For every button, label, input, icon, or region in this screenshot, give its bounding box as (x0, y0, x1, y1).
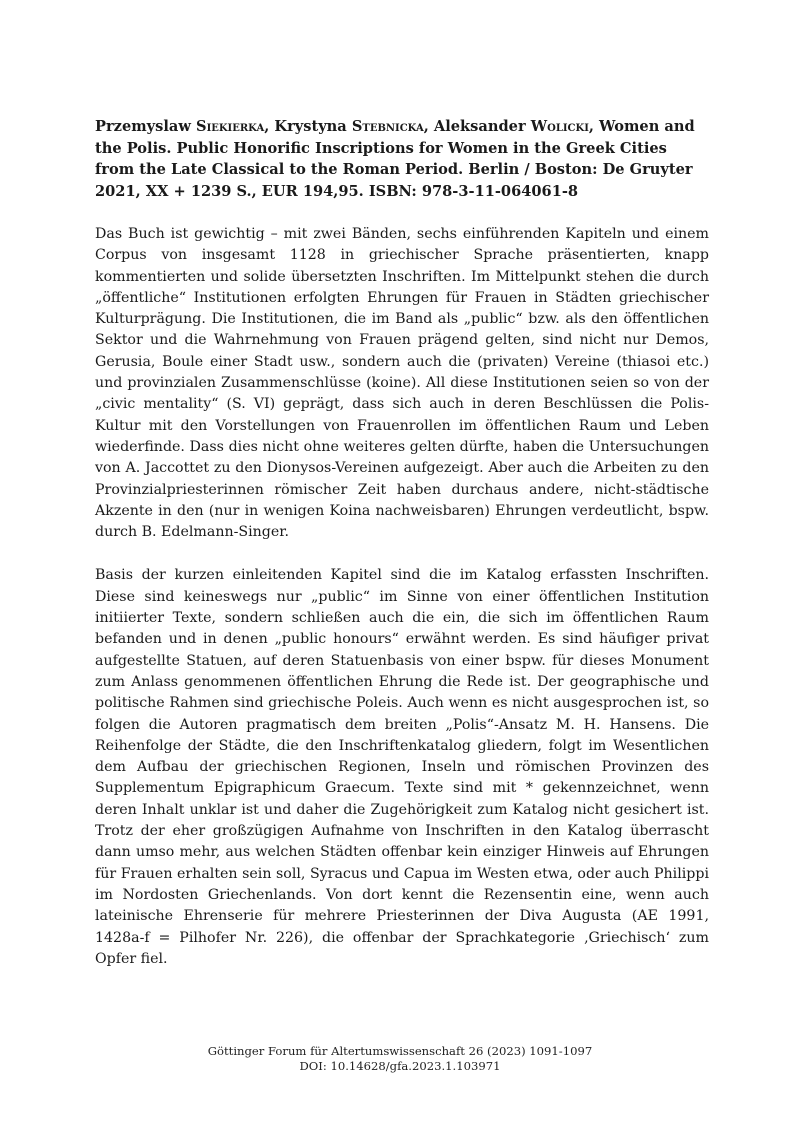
author-first-name: Przemyslaw (95, 118, 191, 135)
paragraph: Basis der kurzen einleitenden Kapitel sind die im Katalog erfassten Inschriften. Diese sind keineswegs nur „public“ im Sinne von einer öffentlichen Institution initiierter Texte, sondern schließen auch die ein, die sich im öffentlichen Raum befanden und in denen „public honours“ erwähnt werden. Es sind häufiger privat aufgestellte Statuen, auf deren Statuenbasis von einer bspw. für dieses Monument zum Anlass genommenen öffentlichen Ehrung die Rede ist. Der geographische und politische Rahmen sind griechische Poleis. Auch wenn es nicht ausgesprochen ist, so folgen die Autoren pragmatisch dem breiten „Polis“-Ansatz M. H. Hansens. Die Reihenfolge der Städte, die den Inschriftenkatalog gliedern, folgt im Wesentlichen dem Aufbau der griechischen Regionen, Inseln und römischen Provinzen des Supplementum Epigraphicum Graecum. Texte sind mit * gekennzeichnet, wenn deren Inhalt unklar ist und daher die Zugehörigkeit zum Katalog nicht gesichert ist. Trotz der eher großzügigen Aufnahme von Inschriften in den Katalog überrascht dann umso mehr, aus welchen Städten offenbar kein einziger Hinweis auf Ehrungen für Frauen erhalten sein soll, Syracus und Capua im Westen etwa, oder auch Philippi im Nordosten Griechenlands. Von dort kennt die Rezensentin eine, wenn auch lateinische Ehrenserie für mehrere Priesterinnen der Diva Augusta (AE 1991, 1428a-f = Pilhofer Nr. 226), die offenbar der Sprachkategorie ‚Griechisch‘ zum Opfer fiel. (95, 567, 709, 967)
author-last-name: Stebnicka (351, 118, 424, 135)
author-first-name: Aleksander (433, 118, 526, 135)
book-citation: Women and the Polis. Public Honorific Inscriptions for Women in the Greek Cities from the Late Classical to the Roman Period. Berlin / Boston: De Gruyter 2021, XX + 1239 S., EUR 194,95. ISBN: 978-3-11-064061-8 (95, 118, 695, 200)
doi: DOI: 10.14628/gfa.2023.1.103971 (299, 1058, 501, 1073)
review-page (95, 116, 709, 992)
author-first-name: Krystyna (274, 118, 347, 135)
author-last-name: Siekierka (196, 118, 265, 135)
author-last-name: Wolicki (530, 118, 589, 135)
journal-citation: Göttinger Forum für Altertumswissenschaft 26 (2023) 1091-1097 (207, 1044, 593, 1058)
review-body (95, 224, 709, 970)
paragraph: Das Buch ist gewichtig – mit zwei Bänden, sechs einführenden Kapiteln und einem Corpus von insgesamt 1128 in griechischer Sprache präsentierten, knapp kommentierten und solide übersetzten Inschriften. Im Mittelpunkt stehen die durch „öffentliche“ Institutionen erfolgten Ehrungen für Frauen in Städten griechischer Kulturprägung. Die Institutionen, die im Band als „public“ bzw. als den öffentlichen Sektor und die Wahrnehmung von Frauen prägend gelten, sind nicht nur Demos, Gerusia, Boule einer Stadt usw., sondern auch die (privaten) Vereine (thiasoi etc.) und provinzialen Zusammenschlüsse (koine). All diese Institutionen seien so von der „civic mentality“ (S. VI) geprägt, dass sich auch in deren Beschlüssen die Polis-Kultur mit den Vorstellungen von Frauenrollen im öffentlichen Raum und Leben wiederfinde. Dass dies nicht ohne weiteres gelten dürfte, haben die Untersuchungen von A. Jaccottet zu den Dionysos-Vereinen aufgezeigt. Aber auch die Arbeiten zu den Provinzialpriesterinnen römischer Zeit haben durchaus andere, nicht-städtische Akzente in den (nur in wenigen Koina nachweisbaren) Ehrungen verdeutlicht, bspw. durch B. Edelmann-Singer. (95, 226, 709, 541)
review-header: Przemyslaw Siekierka, Krystyna Stebnicka, Aleksander Wolicki, Women and the Polis. Public Honorific Inscriptions for Women in the Greek Cities from the Late Classical to the Roman Period. Berlin / Boston: De Gruyter 2021, XX + 1239 S., EUR 194,95. ISBN: 978-3-11-064061-8 (95, 118, 695, 200)
page-footer (0, 1044, 800, 1073)
